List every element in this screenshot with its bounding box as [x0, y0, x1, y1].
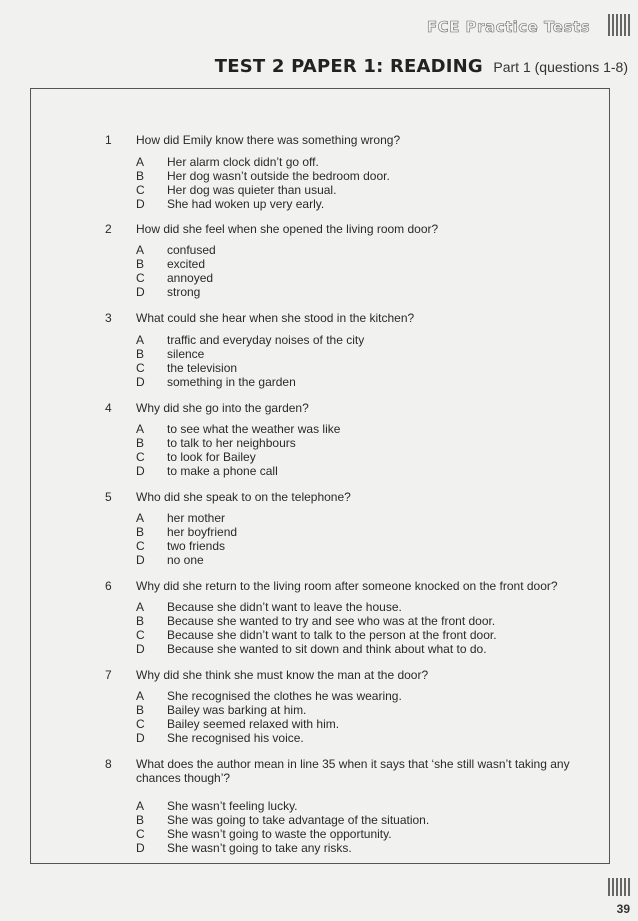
option-text: to see what the weather was like: [167, 422, 341, 436]
question-text: What does the author mean in line 35 when it says that ‘she still wasn’t taking any chances though’?: [136, 757, 570, 785]
option-text: strong: [167, 285, 201, 299]
question-number: 8: [105, 757, 112, 771]
question-text: Who did she speak to on the telephone?: [136, 490, 351, 504]
question-number: 2: [105, 222, 112, 236]
question-number: 3: [105, 311, 112, 325]
answer-option: [136, 243, 216, 257]
option-letter: A: [136, 243, 145, 257]
answer-option: [136, 642, 487, 656]
answer-option: [136, 600, 402, 614]
option-text: She wasn’t feeling lucky.: [167, 799, 298, 813]
option-letter: C: [136, 361, 145, 375]
option-letter: A: [136, 333, 145, 347]
option-letter: B: [136, 813, 145, 827]
option-letter: D: [136, 841, 145, 855]
answer-option: [136, 169, 390, 183]
option-text: Because she wanted to sit down and think about what to do.: [167, 642, 487, 656]
question-number: 1: [105, 133, 112, 147]
option-letter: D: [136, 731, 145, 745]
option-letter: A: [136, 600, 145, 614]
option-letter: B: [136, 257, 145, 271]
answer-option: [136, 553, 204, 567]
option-letter: C: [136, 450, 145, 464]
option-letter: C: [136, 827, 145, 841]
option-letter: C: [136, 271, 145, 285]
option-text: her boyfriend: [167, 525, 238, 539]
option-letter: D: [136, 375, 145, 389]
option-text: to look for Bailey: [167, 450, 256, 464]
option-text: She recognised the clothes he was wearing.: [167, 689, 402, 703]
page-title-row: [0, 56, 628, 77]
option-text: She had woken up very early.: [167, 197, 325, 211]
option-text: She recognised his voice.: [167, 731, 304, 745]
question-text: What could she hear when she stood in the kitchen?: [136, 311, 415, 325]
question-text: How did she feel when she opened the living room door?: [136, 222, 439, 236]
option-text: Bailey seemed relaxed with him.: [167, 717, 340, 731]
page-number: 39: [616, 902, 630, 916]
answer-option: [136, 436, 296, 450]
option-text: silence: [167, 347, 205, 361]
option-letter: A: [136, 689, 145, 703]
answer-option: [136, 375, 296, 389]
option-text: confused: [167, 243, 216, 257]
option-letter: B: [136, 169, 145, 183]
option-letter: B: [136, 525, 145, 539]
question-text: Why did she think she must know the man at the door?: [136, 668, 429, 682]
option-letter: D: [136, 642, 145, 656]
answer-option: [136, 841, 352, 855]
question-number: 5: [105, 490, 112, 504]
question-text: How did Emily know there was something wrong?: [136, 133, 401, 147]
option-letter: D: [136, 553, 145, 567]
option-text: to make a phone call: [167, 464, 278, 478]
answer-option: [136, 197, 324, 211]
option-text: Her dog wasn’t outside the bedroom door.: [167, 169, 390, 183]
option-text: no one: [167, 553, 204, 567]
question-text: Why did she go into the garden?: [136, 401, 309, 415]
answer-option: [136, 813, 429, 827]
option-letter: D: [136, 464, 145, 478]
brand-logo: FCE Practice Tests: [426, 18, 590, 36]
option-text: Her dog was quieter than usual.: [167, 183, 337, 197]
answer-option: [136, 450, 256, 464]
option-text: She wasn’t going to waste the opportunity.: [167, 827, 392, 841]
option-text: Bailey was barking at him.: [167, 703, 307, 717]
option-letter: C: [136, 539, 145, 553]
question-number: 4: [105, 401, 112, 415]
option-text: Because she wanted to try and see who was at the front door.: [167, 614, 496, 628]
answer-option: [136, 827, 392, 841]
answer-option: [136, 361, 237, 375]
answer-option: [136, 628, 497, 642]
answer-option: [136, 689, 402, 703]
option-letter: A: [136, 511, 145, 525]
questions-frame: [30, 88, 610, 864]
answer-option: [136, 155, 319, 169]
answer-option: [136, 511, 225, 525]
option-text: something in the garden: [167, 375, 296, 389]
barcode-graphic-top: [608, 14, 632, 36]
answer-option: [136, 539, 225, 553]
option-letter: B: [136, 614, 145, 628]
answer-option: [136, 271, 213, 285]
option-letter: A: [136, 155, 145, 169]
option-letter: B: [136, 703, 145, 717]
option-letter: D: [136, 197, 145, 211]
option-text: her mother: [167, 511, 226, 525]
option-text: Her alarm clock didn’t go off.: [167, 155, 319, 169]
answer-option: [136, 525, 237, 539]
page-subtitle: Part 1 (questions 1-8): [493, 59, 628, 75]
answer-option: [136, 347, 204, 361]
answer-option: [136, 422, 340, 436]
answer-option: [136, 703, 306, 717]
option-text: excited: [167, 257, 206, 271]
option-text: two friends: [167, 539, 226, 553]
option-letter: C: [136, 717, 145, 731]
option-text: She was going to take advantage of the situation.: [167, 813, 430, 827]
option-text: Because she didn’t want to talk to the person at the front door.: [167, 628, 497, 642]
option-letter: D: [136, 285, 145, 299]
answer-option: [136, 717, 339, 731]
page-title: TEST 2 PAPER 1: READING: [214, 56, 483, 77]
answer-option: [136, 183, 336, 197]
answer-option: [136, 464, 278, 478]
option-letter: A: [136, 422, 145, 436]
answer-option: [136, 333, 364, 347]
option-text: the television: [167, 361, 238, 375]
question-number: 7: [105, 668, 112, 682]
option-text: Because she didn’t want to leave the house.: [167, 600, 402, 614]
option-text: to talk to her neighbours: [167, 436, 296, 450]
answer-option: [136, 614, 495, 628]
question-text: Why did she return to the living room after someone knocked on the front door?: [136, 579, 558, 593]
option-text: She wasn’t going to take any risks.: [167, 841, 352, 855]
option-letter: B: [136, 436, 145, 450]
barcode-graphic-bottom: [608, 878, 632, 896]
question-number: 6: [105, 579, 112, 593]
answer-option: [136, 731, 304, 745]
answer-option: [136, 799, 298, 813]
answer-option: [136, 285, 200, 299]
option-letter: A: [136, 799, 145, 813]
option-text: annoyed: [167, 271, 214, 285]
answer-option: [136, 257, 205, 271]
option-text: traffic and everyday noises of the city: [167, 333, 365, 347]
option-letter: C: [136, 183, 145, 197]
option-letter: B: [136, 347, 145, 361]
option-letter: C: [136, 628, 145, 642]
